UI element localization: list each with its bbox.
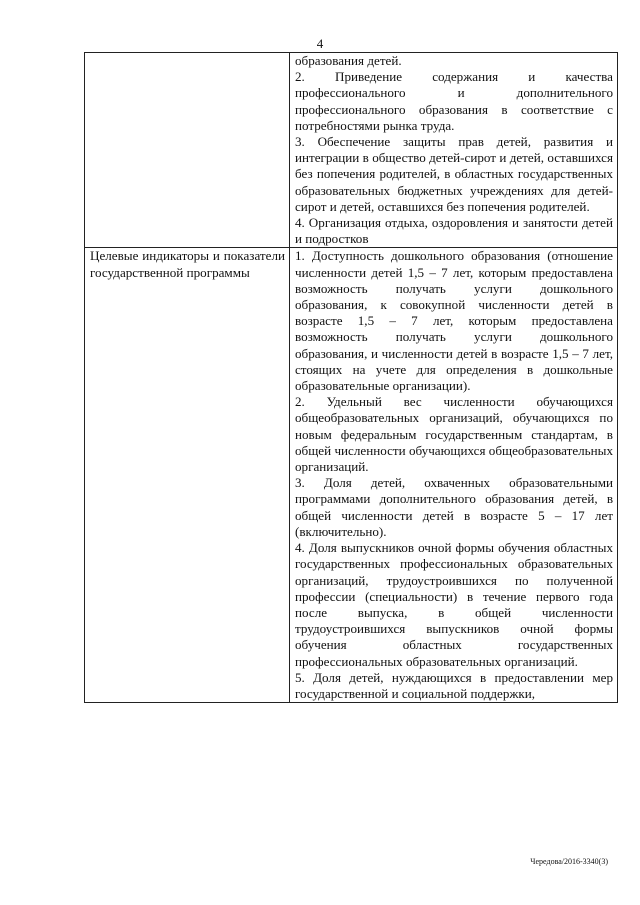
list-item: 1. Доступность дошкольного образования (отношение численности детей 1,5 – 7 лет, которым предоставлена возможность получать услуги дошкольного образования, к совокупной численности детей в возрасте 1,5 – 7 лет, которым предоставлена возможность получать услуги дошкольного образования, и численности детей в возрасте 1,5 – 7 лет, стоящих на учете для определения в дошкольные образовательные организации).: [295, 248, 613, 394]
list-item: 3. Обеспечение защиты прав детей, развития и интеграции в общество детей-сирот и детей, оставшихся без попечения родителей, в областных государственных образовательных бюджетных учреждениях для детей-сирот и детей, оставшихся без попечения родителей.: [295, 134, 613, 214]
table-row: [85, 248, 618, 703]
list-item: 5. Доля детей, нуждающихся в предоставлении мер государственной и социальной поддержки,: [295, 669, 613, 701]
table-cell-content: [290, 53, 618, 248]
list-item: образования детей.: [295, 53, 402, 68]
table-cell-label: Целевые индикаторы и показатели государственной программы: [85, 248, 290, 703]
program-passport-table: [84, 52, 618, 703]
table-cell-label: [85, 53, 290, 248]
list-item: 3. Доля детей, охваченных образовательными программами дополнительного образования детей, в общей численности детей в возрасте 5 – 17 лет (включительно).: [295, 475, 613, 539]
list-item: 4. Доля выпускников очной формы обучения областных государственных профессиональных образовательных организаций, трудоустроившихся по полученной профессии (специальности) в течение первого года после выпуска, в общей численности трудоустроившихся выпускников очной формы обучения областных государственных профессиональных образовательных организаций.: [295, 540, 613, 669]
document-footer-code: Чередова/2016-3340(3): [530, 857, 608, 866]
table-cell-content: [290, 248, 618, 703]
list-item: 2. Удельный вес численности обучающихся общеобразовательных организаций, обучающихся по новым федеральным государственным стандартам, в общей численности обучающихся общеобразовательных организаций.: [295, 394, 613, 475]
page-number: 4: [316, 36, 324, 51]
table-row: [85, 53, 618, 248]
list-item: 4. Организация отдыха, оздоровления и занятости детей и подростков: [295, 215, 613, 247]
list-item: 2. Приведение содержания и качества профессионального и дополнительного профессионального образования в соответствие с потребностями рынка труда.: [295, 69, 613, 133]
